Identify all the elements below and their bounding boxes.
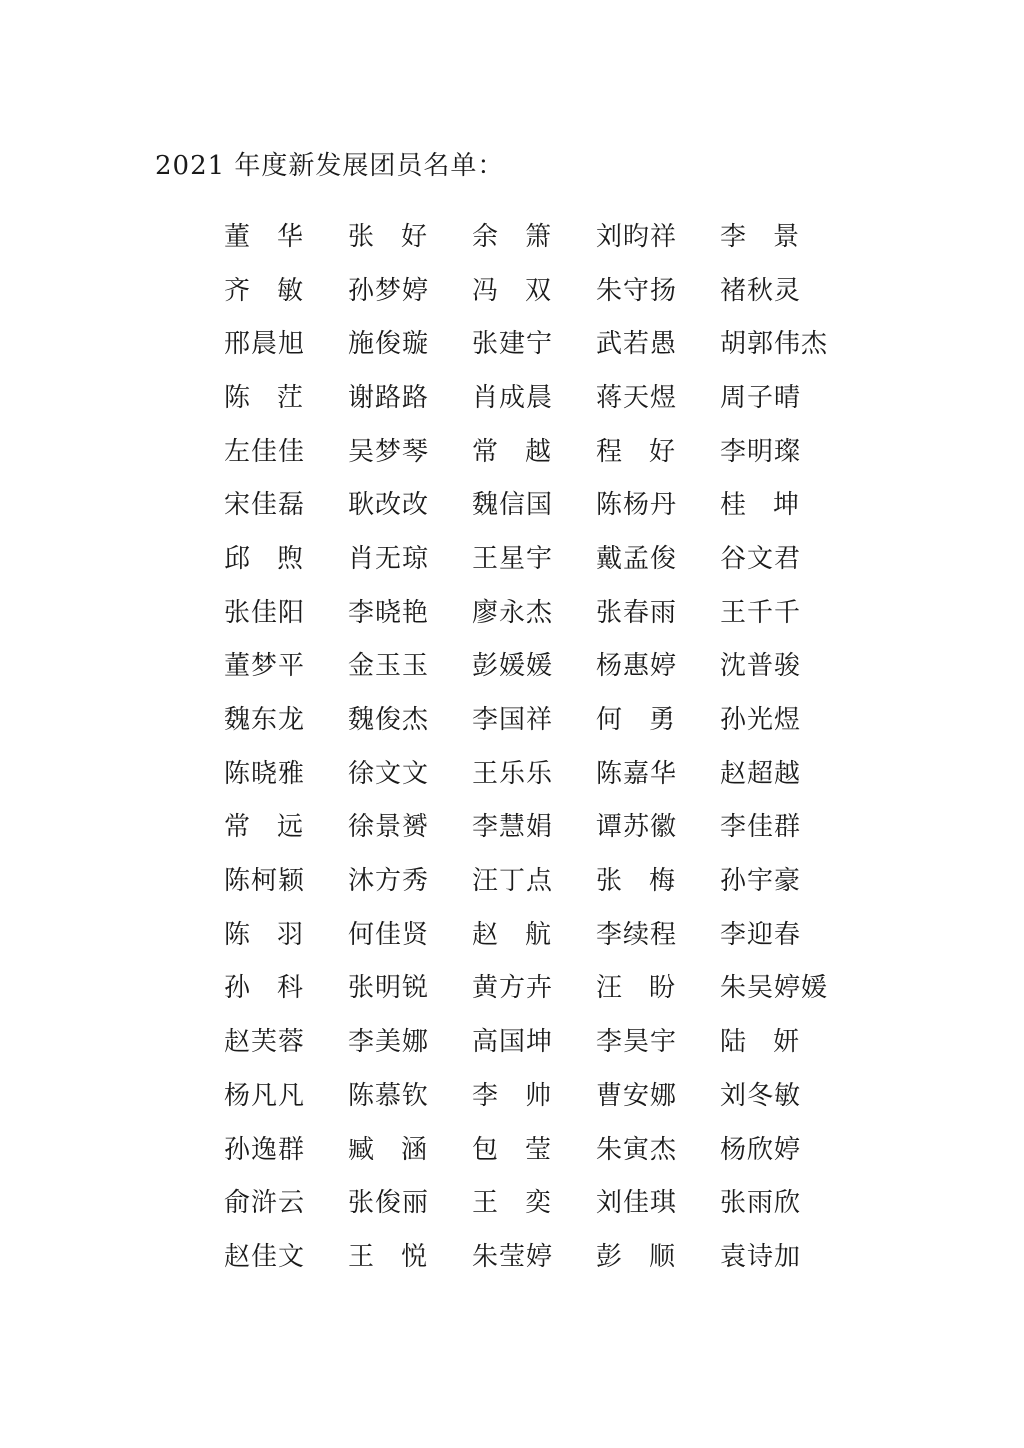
name-entry: 金玉玉 [348, 651, 430, 682]
name-entry: 张佳阳 [224, 597, 306, 628]
name-entry: 常 越 [472, 436, 552, 467]
name-entry: 谭苏徽 [596, 812, 678, 843]
name-entry: 邱 煦 [224, 543, 304, 574]
name-entry: 程 好 [596, 436, 676, 467]
name-entry: 周子晴 [720, 382, 802, 413]
name-entry: 魏俊杰 [348, 705, 430, 736]
name-entry: 李 景 [720, 221, 800, 252]
name-entry: 李续程 [596, 919, 678, 950]
name-entry: 李佳群 [720, 812, 802, 843]
name-entry: 张 梅 [596, 866, 676, 897]
name-entry: 沐方秀 [348, 866, 430, 897]
name-entry: 齐 敏 [224, 275, 304, 306]
name-entry: 徐景赟 [348, 812, 430, 843]
name-entry: 杨凡凡 [224, 1080, 306, 1111]
name-entry: 胡郭伟杰 [720, 329, 829, 360]
name-entry: 徐文文 [348, 758, 430, 789]
name-entry: 李国祥 [472, 705, 554, 736]
name-entry: 张雨欣 [720, 1188, 802, 1219]
name-entry: 魏信国 [472, 490, 554, 521]
name-entry: 廖永杰 [472, 597, 554, 628]
name-entry: 王乐乐 [472, 758, 554, 789]
name-entry: 董梦平 [224, 651, 306, 682]
name-entry: 张俊丽 [348, 1188, 430, 1219]
name-entry: 王星宇 [472, 543, 554, 574]
name-entry: 蒋天煜 [596, 382, 678, 413]
name-entry: 朱守扬 [596, 275, 678, 306]
name-entry: 孙逸群 [224, 1134, 306, 1165]
name-entry: 施俊璇 [348, 329, 430, 360]
name-entry: 陈 茳 [224, 382, 304, 413]
name-entry: 余 箫 [472, 221, 552, 252]
name-entry: 常 远 [224, 812, 304, 843]
name-entry: 陈 羽 [224, 919, 304, 950]
name-entry: 谢路路 [348, 382, 430, 413]
name-entry: 俞浒云 [224, 1188, 306, 1219]
name-entry: 何 勇 [596, 705, 676, 736]
name-entry: 彭媛媛 [472, 651, 554, 682]
name-entry: 高国坤 [472, 1027, 554, 1058]
page-title: 2021 年度新发展团员名单： [155, 151, 505, 181]
name-entry: 褚秋灵 [720, 275, 802, 306]
name-entry: 赵芙蓉 [224, 1027, 306, 1058]
name-entry: 王 悦 [348, 1241, 428, 1272]
name-entry: 沈普骏 [720, 651, 802, 682]
name-entry: 李慧娟 [472, 812, 554, 843]
name-entry: 张 好 [348, 221, 428, 252]
name-entry: 孙光煜 [720, 705, 802, 736]
name-entry: 耿改改 [348, 490, 430, 521]
name-entry: 杨惠婷 [596, 651, 678, 682]
name-entry: 刘昀祥 [596, 221, 678, 252]
name-entry: 张春雨 [596, 597, 678, 628]
name-entry: 孙宇豪 [720, 866, 802, 897]
name-entry: 冯 双 [472, 275, 552, 306]
name-entry: 邢晨旭 [224, 329, 306, 360]
name-entry: 陈晓雅 [224, 758, 306, 789]
name-entry: 彭 顺 [596, 1241, 676, 1272]
name-entry: 陈柯颖 [224, 866, 306, 897]
name-entry: 刘冬敏 [720, 1080, 802, 1111]
name-entry: 汪 盼 [596, 973, 676, 1004]
name-entry: 李晓艳 [348, 597, 430, 628]
name-entry: 朱莹婷 [472, 1241, 554, 1272]
name-entry: 何佳贤 [348, 919, 430, 950]
name-entry: 魏东龙 [224, 705, 306, 736]
name-entry: 孙梦婷 [348, 275, 430, 306]
name-entry: 吴梦琴 [348, 436, 430, 467]
name-entry: 刘佳琪 [596, 1188, 678, 1219]
name-entry: 陆 妍 [720, 1027, 800, 1058]
name-entry: 陈杨丹 [596, 490, 678, 521]
name-entry: 赵超越 [720, 758, 802, 789]
name-entry: 赵 航 [472, 919, 552, 950]
name-entry: 张明锐 [348, 973, 430, 1004]
name-entry: 陈嘉华 [596, 758, 678, 789]
name-entry: 包 莹 [472, 1134, 552, 1165]
name-entry: 李昊宇 [596, 1027, 678, 1058]
name-entry: 肖成晨 [472, 382, 554, 413]
name-entry: 赵佳文 [224, 1241, 306, 1272]
name-entry: 汪丁点 [472, 866, 554, 897]
name-entry: 李迎春 [720, 919, 802, 950]
name-entry: 陈慕钦 [348, 1080, 430, 1111]
name-entry: 王千千 [720, 597, 802, 628]
name-entry: 朱寅杰 [596, 1134, 678, 1165]
name-entry: 袁诗加 [720, 1241, 802, 1272]
name-entry: 李明璨 [720, 436, 802, 467]
name-list [224, 210, 864, 1284]
name-entry: 黄方卉 [472, 973, 554, 1004]
name-entry: 曹安娜 [596, 1080, 678, 1111]
name-entry: 杨欣婷 [720, 1134, 802, 1165]
name-entry: 宋佳磊 [224, 490, 306, 521]
name-entry: 李 帅 [472, 1080, 552, 1111]
name-entry: 孙 科 [224, 973, 304, 1004]
name-entry: 王 奕 [472, 1188, 552, 1219]
name-entry: 李美娜 [348, 1027, 430, 1058]
name-entry: 肖无琼 [348, 543, 430, 574]
name-entry: 臧 涵 [348, 1134, 428, 1165]
name-entry: 桂 坤 [720, 490, 800, 521]
name-entry: 董 华 [224, 221, 304, 252]
name-entry: 朱吴婷媛 [720, 973, 829, 1004]
name-entry: 张建宁 [472, 329, 554, 360]
name-entry: 谷文君 [720, 543, 802, 574]
name-entry: 左佳佳 [224, 436, 306, 467]
name-entry: 武若愚 [596, 329, 678, 360]
name-entry: 戴孟俊 [596, 543, 678, 574]
